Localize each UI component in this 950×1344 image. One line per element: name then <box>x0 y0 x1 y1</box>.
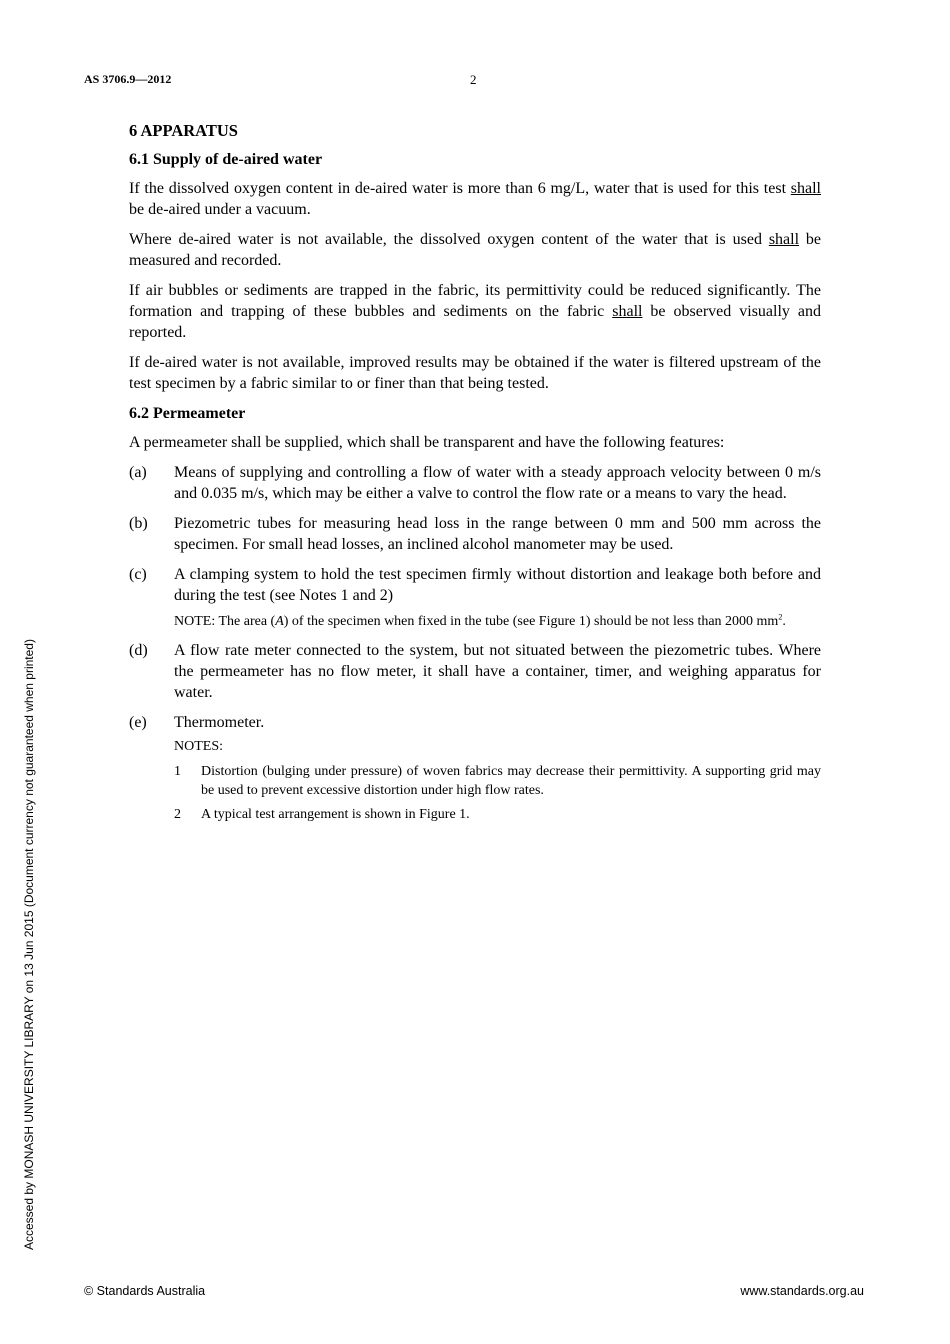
access-watermark: Accessed by MONASH UNIVERSITY LIBRARY on 13 Jun 2015 (Document currency not guaranteed when printed) <box>22 639 36 1250</box>
list-label: (e) <box>129 714 147 731</box>
list-item-e <box>129 712 821 829</box>
note-text: A typical test arrangement is shown in Figure 1. <box>201 807 470 822</box>
note-number: 2 <box>174 807 181 822</box>
list-text: A clamping system to hold the test specimen firmly without distortion and leakage both before and during the test (see Notes 1 and 2) <box>174 566 821 604</box>
list-text: A flow rate meter connected to the system, but not situated between the piezometric tubes. Where the permeameter has no flow meter, it shall have a container, timer, and weighing apparatus for water. <box>174 642 821 701</box>
note-specimen-area: NOTE: The area (A) of the specimen when fixed in the tube (see Figure 1) should be not less than 2000 $mm^2$. <box>174 612 786 629</box>
section-heading-apparatus: 6 APPARATUS <box>129 121 238 140</box>
note-item-2 <box>174 805 821 824</box>
shall-emphasis: shall <box>768 231 800 248</box>
paragraph-air-bubbles: If air bubbles or sediments are trapped in the fabric, its permittivity could be reduced significantly. The formation and trapping of these bubbles and sediments on the fabric shall be observed visually and reported. <box>129 282 822 341</box>
subsection-heading-de-aired-water: 6.1 Supply of de-aired water <box>129 151 323 168</box>
note-number: 1 <box>174 764 181 779</box>
notes-heading: NOTES: <box>174 739 223 754</box>
note-text: Distortion (bulging under pressure) of woven fabrics may decrease their permittivity. A supporting grid may be used to prevent excessive distortion under high flow rates. <box>201 764 821 798</box>
paragraph-dissolved-oxygen: If the dissolved oxygen content in de-aired water is more than 6 mg/L, water that is used for this test shall be de-aired under a vacuum. <box>129 180 821 218</box>
paragraph-not-available: Where de-aired water is not available, the dissolved oxygen content of the water that is used shall be measured and recorded. <box>129 231 821 269</box>
list-text: Thermometer. <box>174 714 265 731</box>
list-item-d <box>129 640 821 703</box>
note-item-1 <box>174 762 821 800</box>
list-item-a <box>129 462 821 504</box>
footer-website-link[interactable]: www.standards.org.au <box>740 1284 864 1298</box>
list-text: Means of supplying and controlling a flow of water with a steady approach velocity between 0 m/s and 0.035 m/s, which may be either a valve to control the flow rate or a means to vary the head. <box>174 464 821 502</box>
standard-id: AS 3706.9—2012 <box>84 72 172 86</box>
list-item-c <box>129 564 821 631</box>
page-number: 2 <box>470 72 477 87</box>
paragraph-filtered-water: If de-aired water is not available, improved results may be obtained if the water is filtered upstream of the test specimen by a fabric similar to or finer than that being tested. <box>129 354 821 392</box>
list-text: Piezometric tubes for measuring head loss in the range between 0 mm and 500 mm across the specimen. For small head losses, an inclined alcohol manometer may be used. <box>174 515 821 553</box>
list-label: (c) <box>129 566 147 583</box>
list-label: (b) <box>129 515 148 532</box>
subsection-heading-permeameter: 6.2 Permeameter <box>129 405 246 422</box>
shall-emphasis: shall <box>790 180 821 197</box>
list-item-b <box>129 513 821 555</box>
document-body <box>129 120 821 838</box>
shall-emphasis: shall <box>612 303 643 320</box>
footer-copyright: © Standards Australia <box>84 1284 206 1298</box>
paragraph-permeameter-intro: A permeameter shall be supplied, which shall be transparent and have the following features: <box>129 434 725 451</box>
list-label: (d) <box>129 642 148 659</box>
list-label: (a) <box>129 464 147 481</box>
